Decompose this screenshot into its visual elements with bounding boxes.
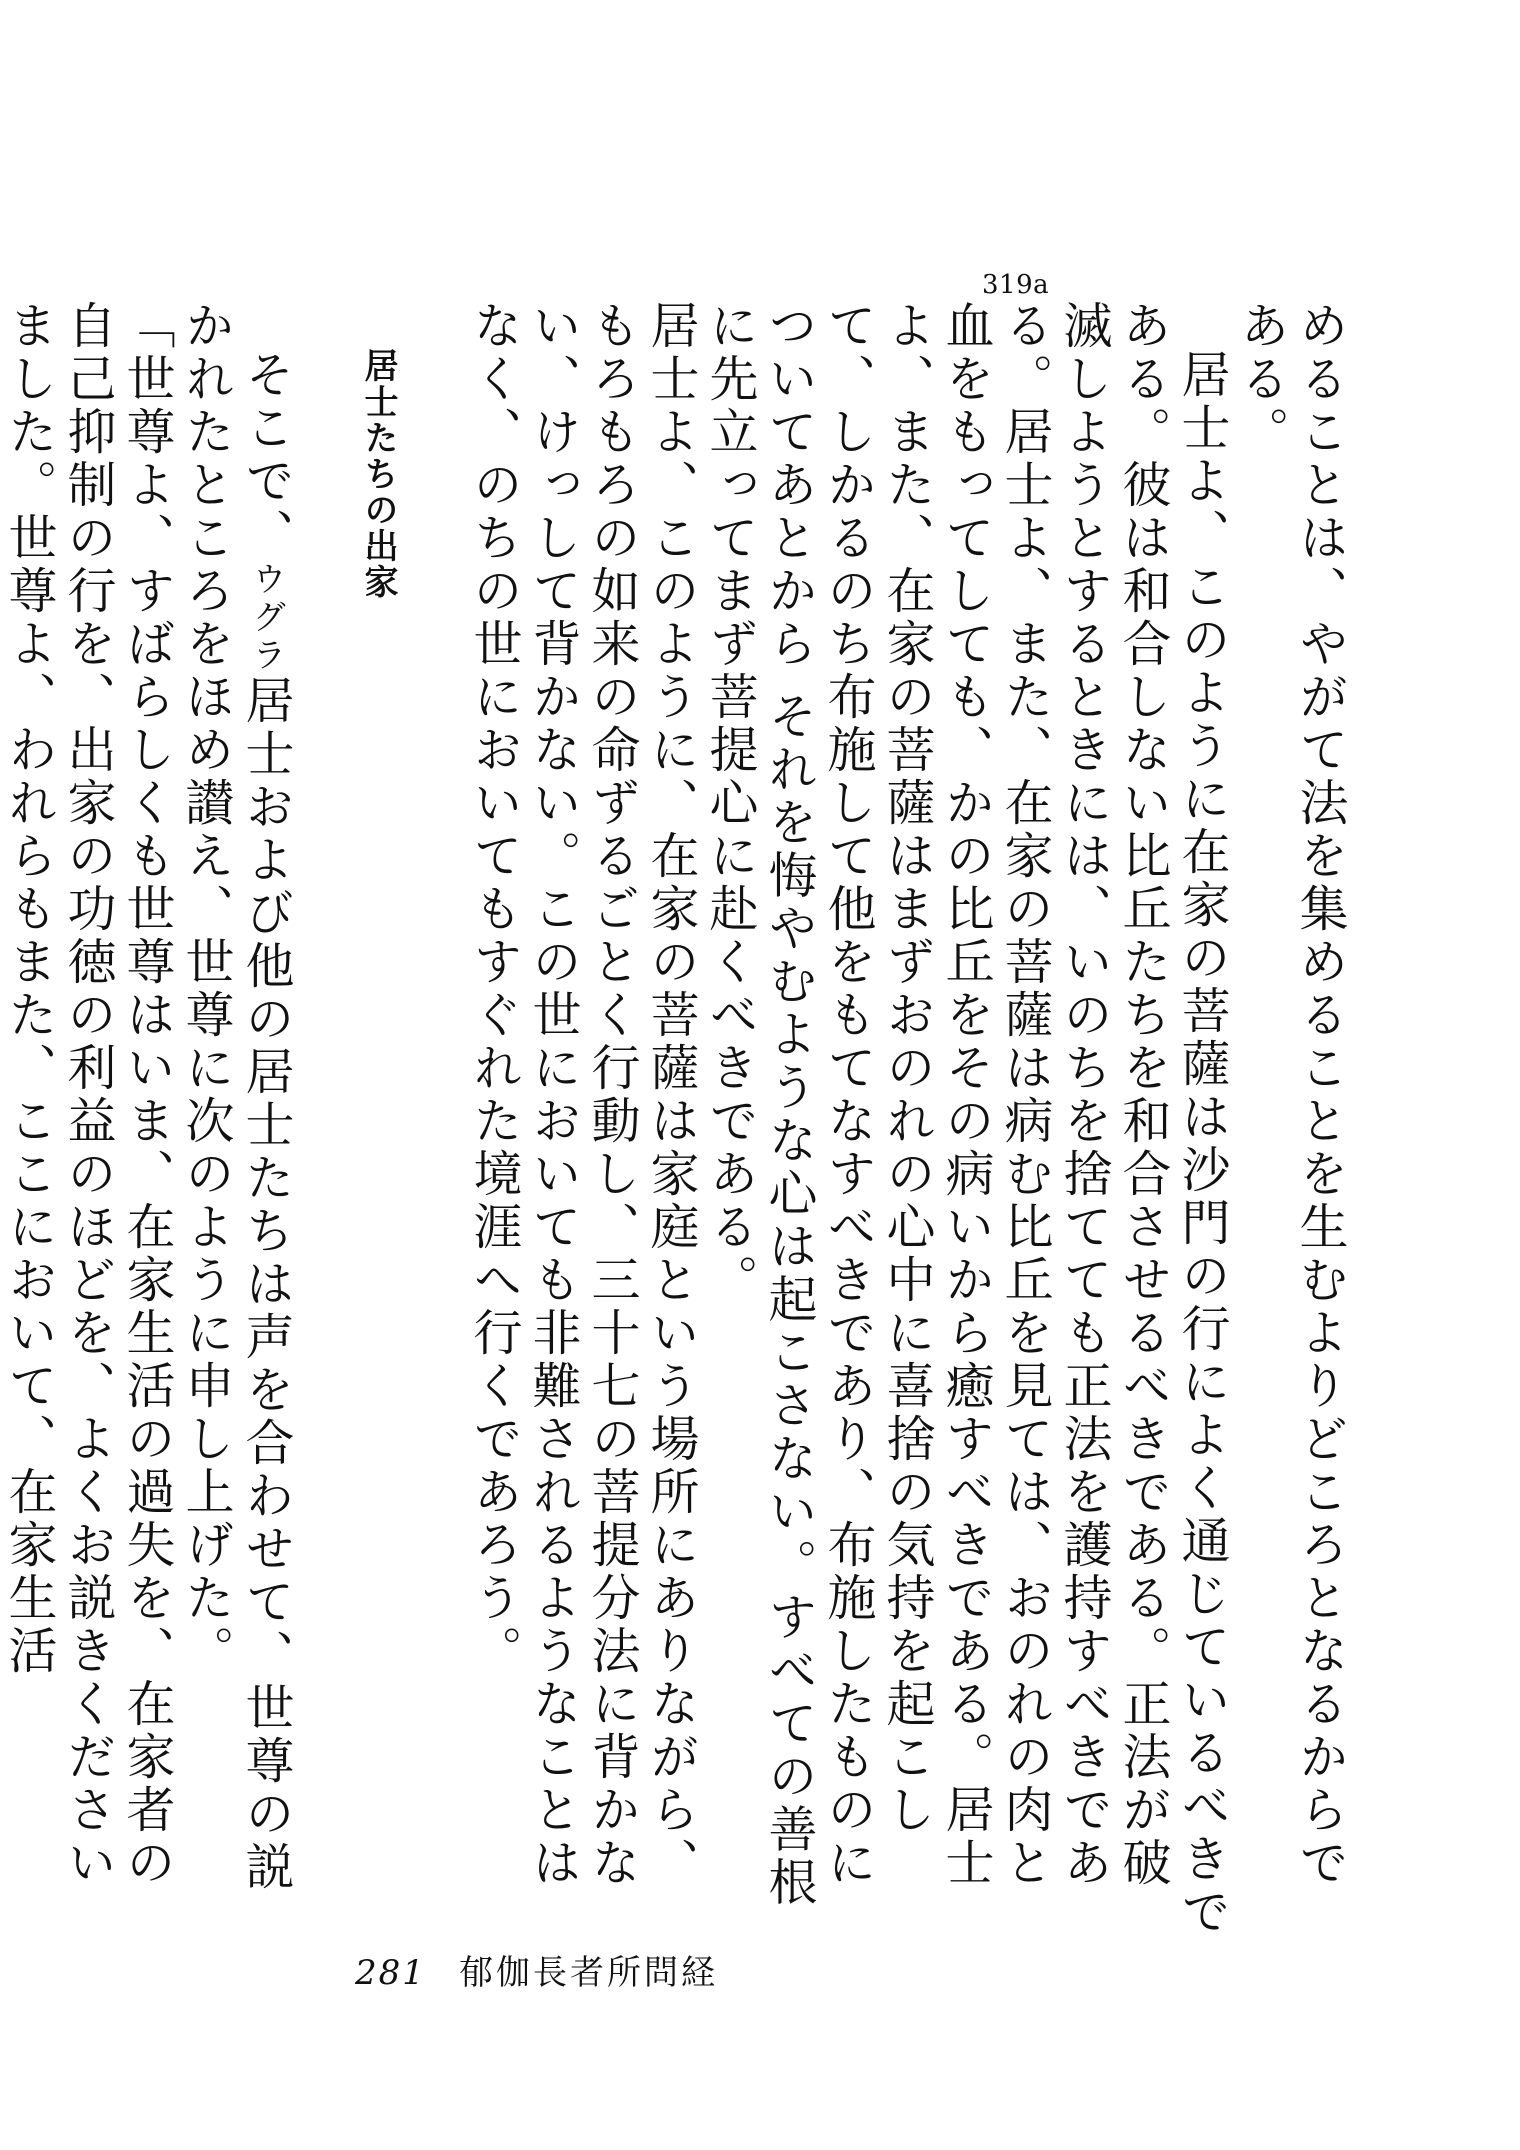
paragraph-4 bbox=[177, 300, 296, 1940]
paragraph-4-rest: 居士および他の居士たちは声を合わせて、世尊の説かれたところをほめ讃え、世尊に次のように申し上げた。 bbox=[178, 300, 295, 1894]
paragraph-5: 「世尊よ、すばらしくも世尊はいま、在家生活の過失を、在家者の自己抑制の行を、出家の功徳の利益のほどを、よくお説きくださいました。世尊よ、われらもまた、ここにおいて、在家生活 bbox=[1, 300, 176, 1890]
page-number: 281 bbox=[355, 1953, 426, 1993]
vertical-text-block bbox=[0, 300, 1350, 1940]
paragraph-2: 居士よ、このように在家の菩薩は沙門の行によく通じているべきである。彼は和合しない比丘たちを和合させるべきである。正法が破滅しようとするときには、いのちを捨てても正法を護持すべきである。居士よ、また、在家の菩薩は病む比丘を見ては、おのれの肉と血をもってしても、かの比丘をその病いから癒すべきである。居士よ、また、在家の菩薩はまずおのれの心中に喜捨の気持を起こして、しかるのち布施して他をもてなすべきであり、布施したものについてあとから それを悔やむような心は起こさない。すべての善根に先立ってまず菩提心に赴くべきである。 bbox=[702, 300, 1231, 1939]
name-ugra: ウグラ bbox=[246, 561, 286, 675]
page-footer bbox=[355, 1945, 718, 1994]
paragraph-4-start: そこで、 bbox=[238, 349, 295, 561]
paragraph-3: 居士よ、このように、在家の菩薩は家庭という場所にありながら、もろもろの如来の命ずるごとく行動し、三十七の菩提分法に背かない、けっして背かない。この世においても非難されるようなことはなく、のちの世においてもすぐれた境涯へ行くであろう。 bbox=[466, 300, 700, 1890]
paragraph-1: めることは、やがて法を集めることを生むよりどころとなるからである。 bbox=[1233, 300, 1349, 1890]
section-heading: 居士たちの出家 bbox=[358, 348, 398, 600]
marginal-reference: 319a bbox=[982, 270, 1050, 300]
running-title: 郁伽長者所問経 bbox=[459, 1953, 718, 1993]
